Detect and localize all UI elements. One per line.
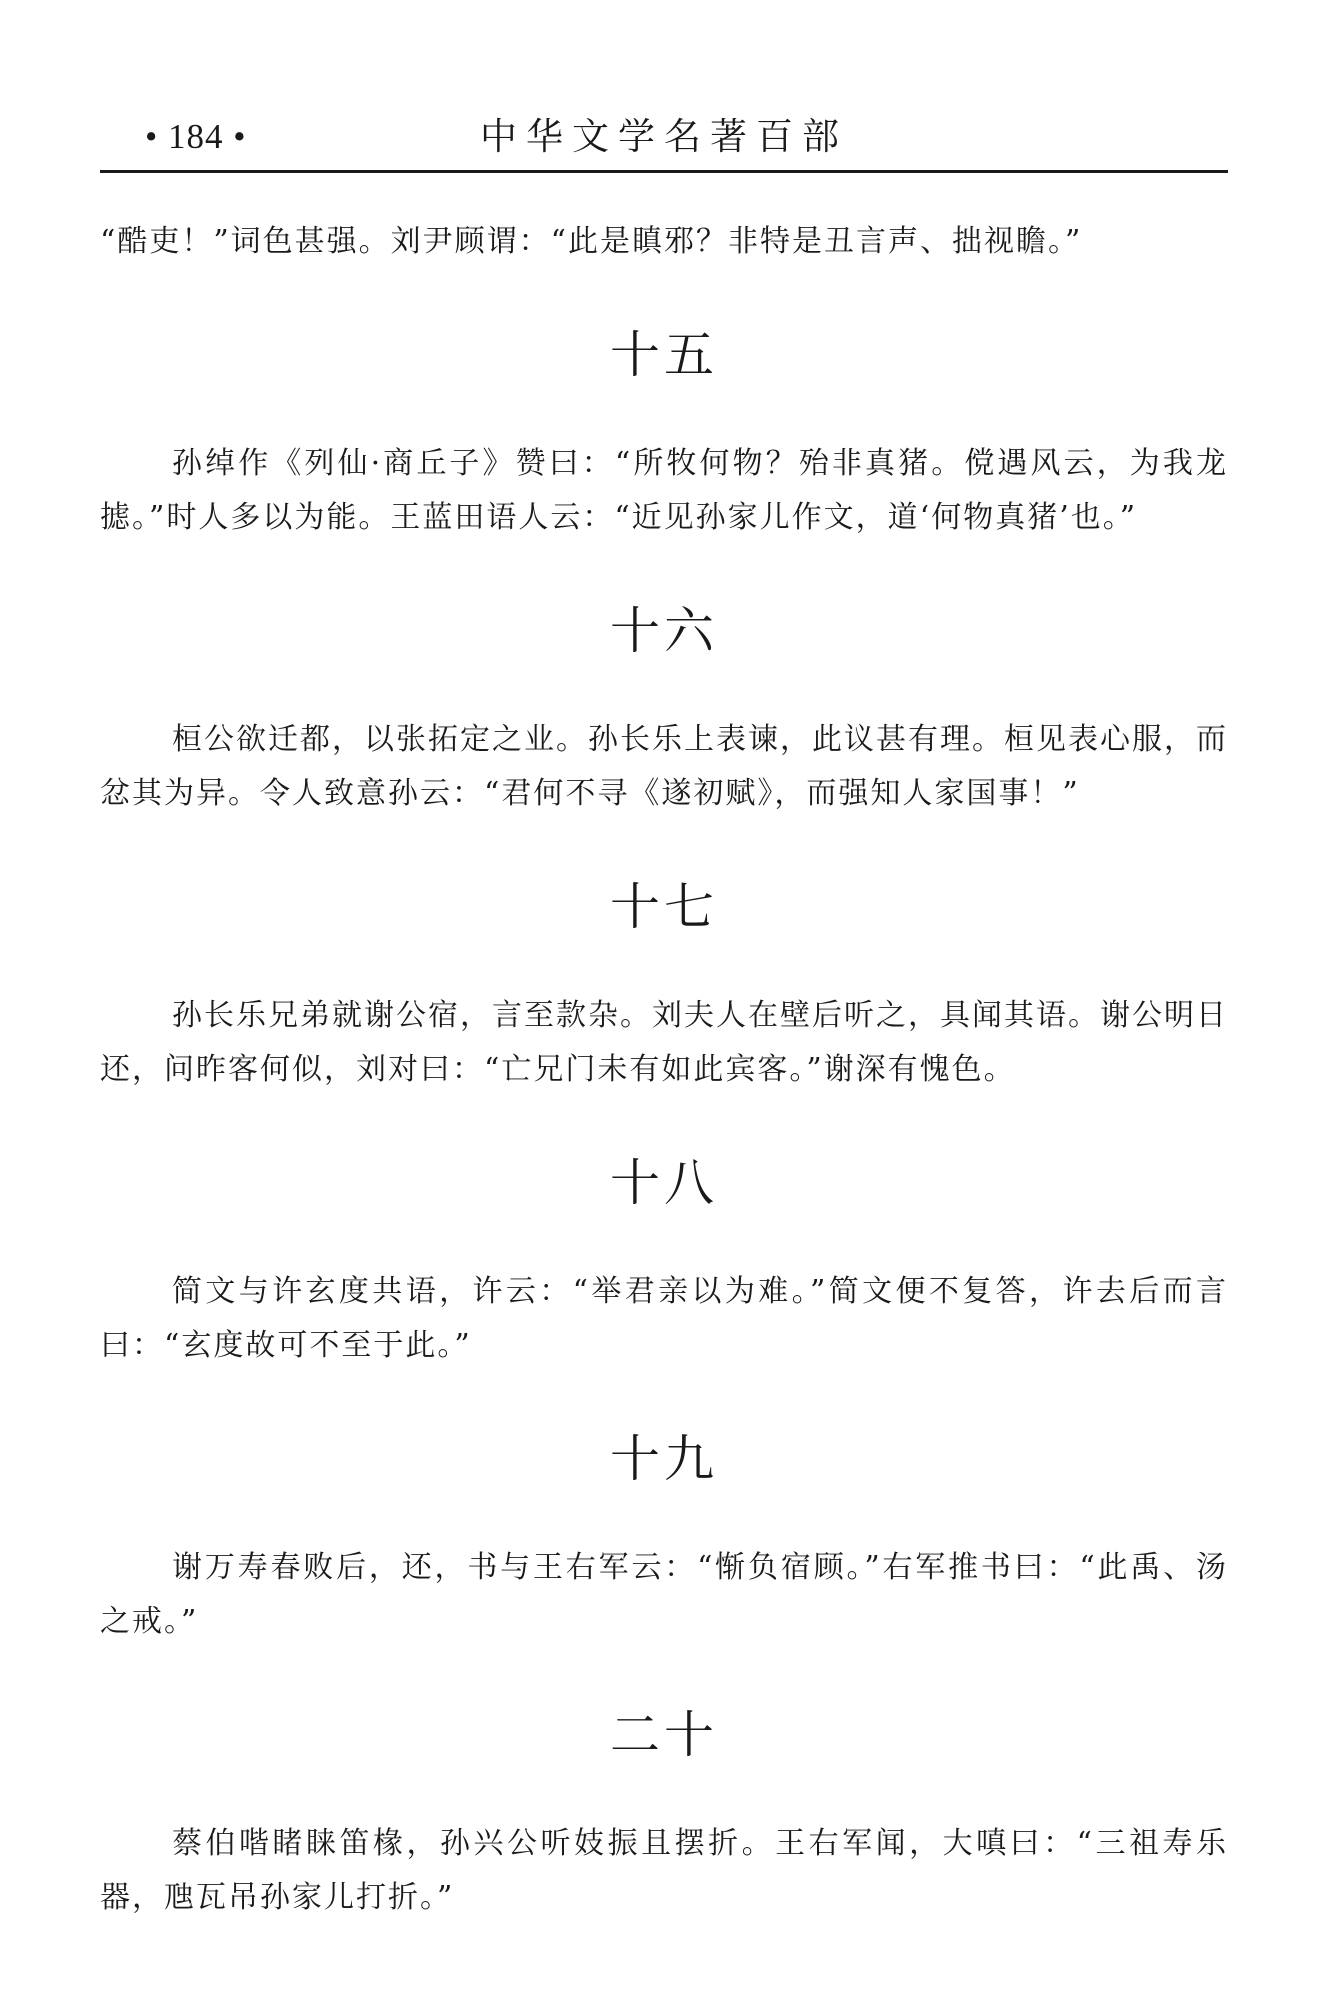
section-paragraph-20: 蔡伯喈睹睐笛椽，孙兴公听妓振且摆折。王右军闻，大嗔曰：“三祖寿乐器，虺瓦吊孙家儿打折。” (100, 1826, 1228, 1915)
continuation-paragraph: “酷吏！”词色甚强。刘尹顾谓：“此是瞋邪？非特是丑言声、拙视瞻。” (100, 224, 1083, 259)
section-heading-15: 十五 (610, 326, 718, 384)
section-paragraph-17: 孙长乐兄弟就谢公宿，言至款杂。刘夫人在壁后听之，具闻其语。谢公明日还，问昨客何似，刘对曰：“亡兄门未有如此宾客。”谢深有愧色。 (100, 998, 1228, 1087)
section-heading-20: 二十 (610, 1706, 718, 1764)
page-number: • 184 • (145, 117, 247, 156)
page-header (100, 110, 1228, 172)
section-heading-17: 十七 (610, 878, 718, 936)
section-heading-19: 十九 (610, 1430, 718, 1488)
book-page (100, 0, 1228, 1997)
section-paragraph-18: 简文与许玄度共语，许云：“举君亲以为难。”简文便不复答，许去后而言曰：“玄度故可不至于此。” (100, 1274, 1228, 1363)
section-paragraph-15: 孙绰作《列仙·商丘子》赞曰：“所牧何物？殆非真猪。傥遇风云，为我龙摅。”时人多以为能。王蓝田语人云：“近见孙家儿作文，道‘何物真猪’也。” (100, 446, 1228, 535)
section-heading-16: 十六 (610, 602, 718, 660)
running-title: 中华文学名著百部 (480, 115, 848, 158)
section-paragraph-16: 桓公欲迁都，以张拓定之业。孙长乐上表谏，此议甚有理。桓见表心服，而忿其为异。令人致意孙云：“君何不寻《遂初赋》，而强知人家国事！” (100, 722, 1228, 811)
page-content (100, 215, 1228, 1925)
section-heading-18: 十八 (610, 1154, 718, 1212)
section-paragraph-19: 谢万寿春败后，还，书与王右军云：“惭负宿顾。”右军推书曰：“此禹、汤之戒。” (100, 1550, 1228, 1639)
header-rule (100, 170, 1228, 173)
